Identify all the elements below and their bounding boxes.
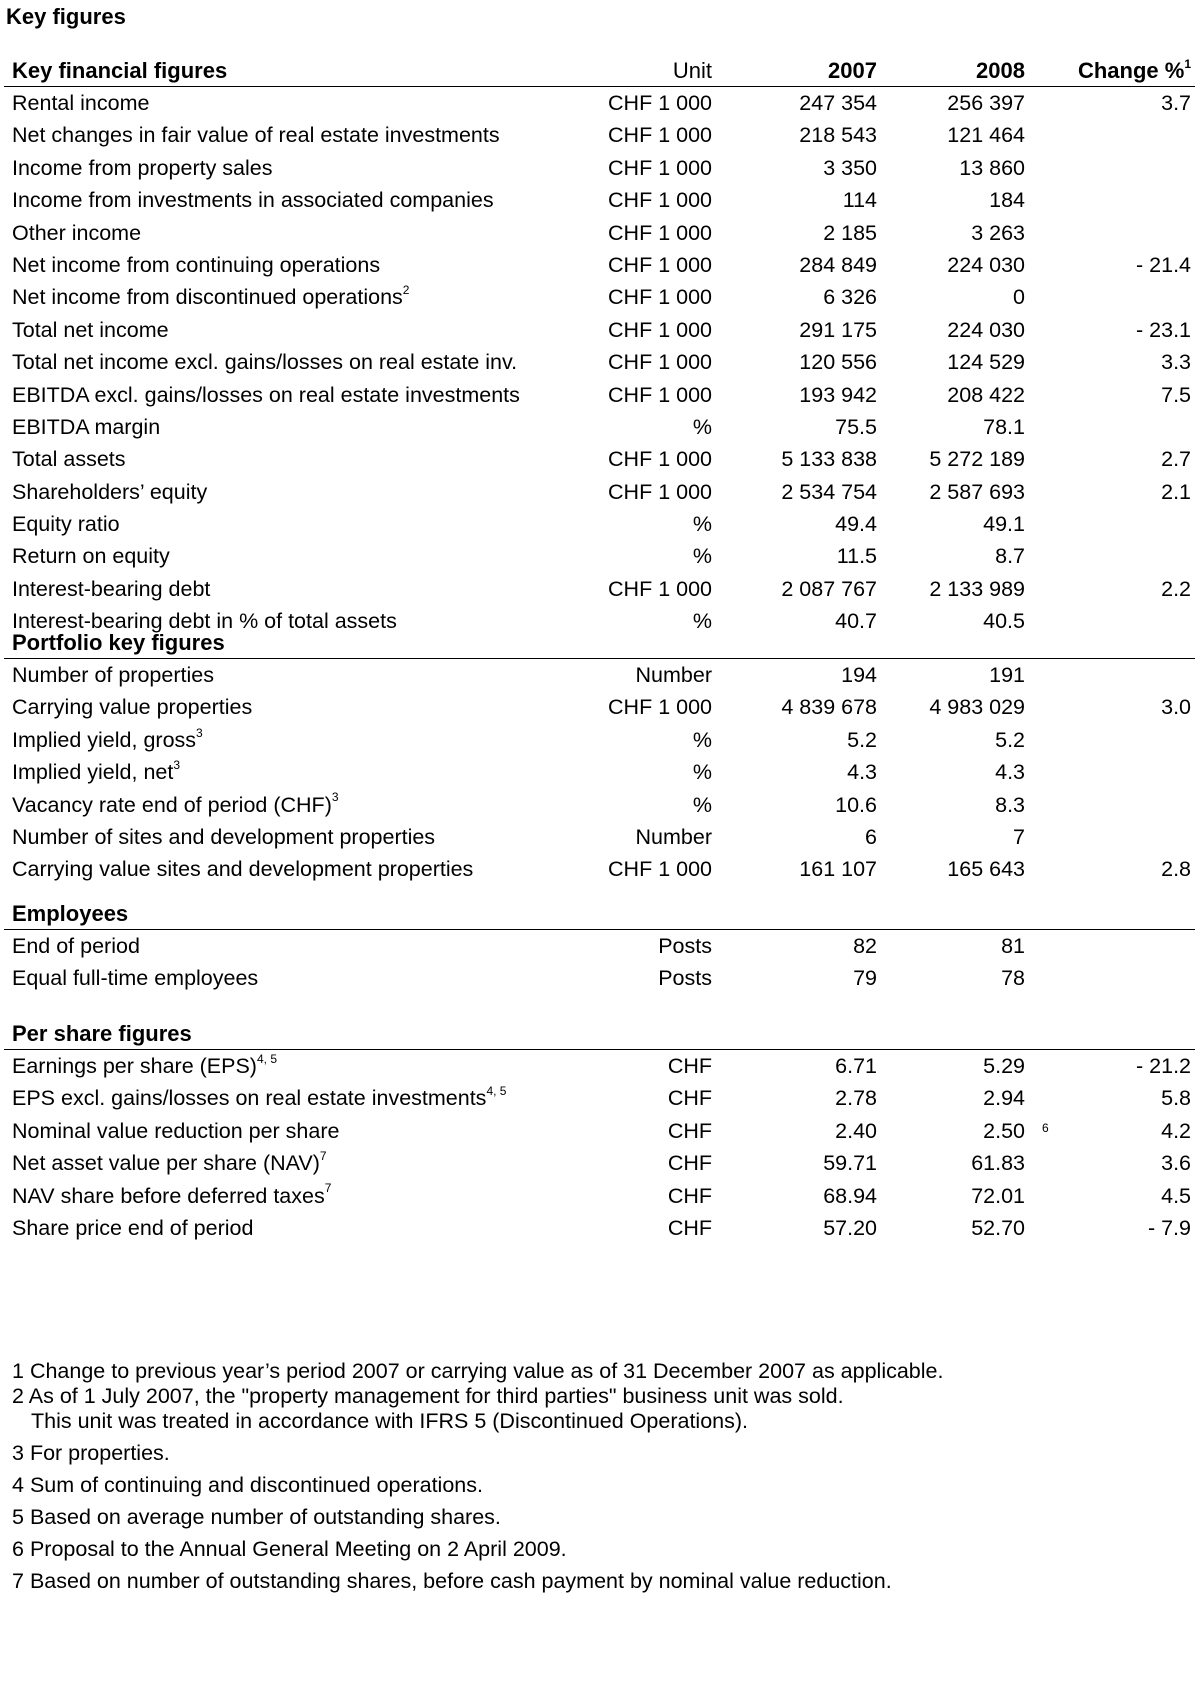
section-title: Employees xyxy=(12,901,129,926)
change-value: 4.5 xyxy=(1161,1183,1191,1208)
section-title: Portfolio key figures xyxy=(12,630,225,655)
unit-cell: % xyxy=(692,512,712,537)
unit-cell: CHF 1 000 xyxy=(608,285,712,310)
value-2007: 3 350 xyxy=(823,155,877,180)
row-label xyxy=(12,691,252,723)
footnote-ref: 3 xyxy=(196,725,203,740)
change-value: 3.7 xyxy=(1161,91,1191,115)
row-label-text: Interest-bearing debt in % of total assets xyxy=(12,609,397,634)
table-row xyxy=(4,152,1195,184)
value-2007: 5 133 838 xyxy=(781,447,877,472)
change-value: 7.5 xyxy=(1161,382,1191,407)
value-2007: 75.5 xyxy=(835,414,877,439)
value-2008: 78.1 xyxy=(983,414,1025,439)
change-value: 3.3 xyxy=(1161,350,1191,375)
value-2008: 124 529 xyxy=(947,350,1025,375)
unit-cell: % xyxy=(692,609,712,634)
table-row xyxy=(4,1115,1195,1147)
unit-cell: CHF 1 000 xyxy=(608,123,712,148)
column-header-change-label: Change % xyxy=(1077,58,1185,83)
table-row xyxy=(4,789,1195,821)
table-row xyxy=(4,184,1195,216)
unit-cell: CHF 1 000 xyxy=(608,220,712,245)
unit-cell: % xyxy=(692,792,712,817)
row-label xyxy=(12,314,169,346)
table-row xyxy=(4,87,1195,119)
table-row xyxy=(4,476,1195,508)
footnote-continuation: This unit was treated in accordance with IFRS 5 (Discontinued Operations). xyxy=(31,1409,748,1433)
row-label xyxy=(12,476,207,508)
value-2008: 5.2 xyxy=(995,727,1025,752)
row-label-text: Equity ratio xyxy=(12,512,120,537)
change-value: - 7.9 xyxy=(1147,1215,1191,1240)
value-2007: 57.20 xyxy=(823,1215,877,1240)
value-2007: 59.71 xyxy=(823,1151,877,1176)
value-2007: 82 xyxy=(853,934,877,958)
value-2007: 291 175 xyxy=(799,317,877,342)
unit-cell: CHF 1 000 xyxy=(608,447,712,472)
row-label xyxy=(12,540,170,572)
value-2008: 0 xyxy=(1013,285,1025,310)
value-2007: 2 534 754 xyxy=(781,479,877,504)
unit-cell: % xyxy=(692,544,712,569)
footnote-ref: 4, 5 xyxy=(486,1084,507,1099)
value-2007: 6.71 xyxy=(835,1054,877,1078)
row-label xyxy=(12,756,180,788)
footnote-ref: 3 xyxy=(173,758,181,773)
value-2008: 224 030 xyxy=(947,252,1025,277)
footnote-text: Change to previous year’s period 2007 or carrying value as of 31 December 2007 as applicable. xyxy=(29,1359,944,1383)
footnote-text: As of 1 July 2007, the "property management for third parties" business unit was sold. xyxy=(28,1384,844,1408)
change-value: 3.0 xyxy=(1161,695,1191,720)
unit-cell: Number xyxy=(635,663,712,687)
section-header xyxy=(4,628,1195,659)
table-section xyxy=(4,899,1195,995)
table-row xyxy=(4,540,1195,572)
footnote-number: 7 xyxy=(12,1569,24,1593)
row-label xyxy=(12,379,520,411)
value-2007: 284 849 xyxy=(799,252,877,277)
unit-cell: CHF 1 000 xyxy=(608,252,712,277)
footnote-text: Based on number of outstanding shares, before cash payment by nominal value reduction. xyxy=(29,1569,892,1593)
unit-cell: Number xyxy=(635,824,712,849)
footnote-ref: 4, 5 xyxy=(256,1051,277,1066)
footnote-ref: 1 xyxy=(1184,56,1191,71)
unit-cell: CHF 1 000 xyxy=(608,576,712,601)
value-2008: 191 xyxy=(989,663,1025,687)
value-2008: 8.7 xyxy=(995,544,1025,569)
row-label-text: Nominal value reduction per share xyxy=(12,1118,340,1143)
value-2007: 2.40 xyxy=(835,1118,877,1143)
row-label xyxy=(12,411,160,443)
row-label-text: NAV share before deferred taxes xyxy=(12,1183,325,1208)
table-row xyxy=(4,691,1195,723)
row-label-text: Share price end of period xyxy=(12,1215,254,1240)
row-label-text: Net income from discontinued operations xyxy=(12,285,403,310)
column-header-2008: 2008 xyxy=(976,58,1025,83)
row-label-text: Carrying value sites and development properties xyxy=(12,857,474,882)
footnote-number: 3 xyxy=(12,1441,24,1465)
table-row xyxy=(4,346,1195,378)
table-row xyxy=(4,443,1195,475)
table-row xyxy=(4,821,1195,853)
value-2007: 4.3 xyxy=(847,760,877,785)
footnote-item xyxy=(12,1473,1182,1498)
row-label xyxy=(12,1180,331,1212)
table-row xyxy=(4,756,1195,788)
row-label xyxy=(12,724,203,756)
value-2008: 4 983 029 xyxy=(929,695,1025,720)
row-label xyxy=(12,87,149,119)
value-2007: 68.94 xyxy=(823,1183,877,1208)
unit-cell: CHF xyxy=(667,1118,712,1143)
unit-cell: CHF 1 000 xyxy=(608,350,712,375)
unit-cell: CHF 1 000 xyxy=(608,317,712,342)
value-2008: 2.94 xyxy=(983,1086,1025,1111)
unit-cell: % xyxy=(692,414,712,439)
row-label-text: Carrying value properties xyxy=(12,695,253,720)
unit-cell: CHF 1 000 xyxy=(608,695,712,720)
unit-cell: CHF xyxy=(667,1054,712,1078)
value-2008: 78 xyxy=(1001,966,1025,991)
footnote-ref: 7 xyxy=(319,1149,327,1164)
value-2008: 2 133 989 xyxy=(929,576,1025,601)
row-label-text: Implied yield, gross xyxy=(12,727,197,752)
row-label-text: Interest-bearing debt xyxy=(12,576,211,601)
row-label xyxy=(12,508,120,540)
footnote-ref: 3 xyxy=(331,790,339,805)
footnote-text: Based on average number of outstanding shares. xyxy=(29,1505,501,1529)
footnotes xyxy=(12,1359,1182,1594)
value-2008: 52.70 xyxy=(971,1215,1025,1240)
row-label xyxy=(12,1115,339,1147)
row-label-text: EPS excl. gains/losses on real estate investments xyxy=(12,1086,487,1111)
row-label xyxy=(12,821,435,853)
table-row xyxy=(4,217,1195,249)
row-label xyxy=(12,1082,506,1114)
column-header-unit: Unit xyxy=(672,58,712,83)
value-2007: 49.4 xyxy=(835,512,877,537)
table-row xyxy=(4,659,1195,691)
unit-cell: CHF xyxy=(667,1183,712,1208)
change-value: 5.8 xyxy=(1161,1086,1191,1111)
row-label xyxy=(12,789,339,821)
value-2008: 2 587 693 xyxy=(929,479,1025,504)
footnote-text: Sum of continuing and discontinued operations. xyxy=(29,1473,483,1497)
unit-cell: CHF 1 000 xyxy=(608,188,712,213)
table-row xyxy=(4,411,1195,443)
table-row xyxy=(4,930,1195,962)
value-2007: 247 354 xyxy=(799,91,877,115)
row-label-text: Net changes in fair value of real estate investments xyxy=(12,123,500,148)
unit-cell: CHF 1 000 xyxy=(608,382,712,407)
unit-cell: CHF xyxy=(667,1151,712,1176)
unit-cell: CHF 1 000 xyxy=(608,857,712,882)
value-2007: 10.6 xyxy=(835,792,877,817)
table-row xyxy=(4,1212,1195,1244)
row-label-text: Income from investments in associated companies xyxy=(12,188,494,213)
table-row xyxy=(4,1082,1195,1114)
footnote-item xyxy=(12,1505,1182,1530)
unit-cell: CHF xyxy=(667,1215,712,1240)
footnote-item xyxy=(12,1537,1182,1562)
table-row xyxy=(4,962,1195,994)
page-title: Key figures xyxy=(6,4,126,29)
table-section xyxy=(4,1019,1195,1244)
footnote-text: Proposal to the Annual General Meeting on 2 April 2009. xyxy=(29,1537,567,1561)
change-value: 2.8 xyxy=(1161,857,1191,882)
column-header-2007: 2007 xyxy=(828,58,877,83)
footnote-text: For properties. xyxy=(29,1441,170,1465)
row-label xyxy=(12,1212,253,1244)
value-2008: 40.5 xyxy=(983,609,1025,634)
row-label-text: Shareholders’ equity xyxy=(12,479,208,504)
change-value: 2.7 xyxy=(1161,447,1191,472)
table-row xyxy=(4,314,1195,346)
row-label xyxy=(12,1147,327,1179)
row-label xyxy=(12,443,126,475)
section-header xyxy=(4,1019,1195,1050)
table-row xyxy=(4,1147,1195,1179)
row-label-text: EBITDA excl. gains/losses on real estate investments xyxy=(12,382,520,407)
row-label-text: Number of sites and development properties xyxy=(12,824,436,849)
row-label-text: End of period xyxy=(12,934,140,958)
footnote-item xyxy=(12,1359,1182,1384)
value-2007: 114 xyxy=(842,188,877,213)
footnote-number: 5 xyxy=(12,1505,24,1529)
row-label xyxy=(12,346,517,378)
value-2008: 81 xyxy=(1001,934,1025,958)
row-label-text: Equal full-time employees xyxy=(12,966,259,991)
row-label xyxy=(12,930,140,962)
unit-cell: CHF 1 000 xyxy=(608,91,712,115)
value-2008: 61.83 xyxy=(971,1151,1025,1176)
value-2008: 165 643 xyxy=(947,857,1025,882)
column-header-change xyxy=(1078,56,1191,86)
value-2008: 4.3 xyxy=(995,760,1025,785)
table-section xyxy=(4,56,1195,638)
change-value: 3.6 xyxy=(1161,1151,1191,1176)
section-title: Per share figures xyxy=(12,1021,192,1046)
value-2007: 40.7 xyxy=(835,609,877,634)
row-label xyxy=(12,853,473,885)
unit-cell: CHF 1 000 xyxy=(608,479,712,504)
value-2007: 161 107 xyxy=(799,857,877,882)
value-2007: 2 087 767 xyxy=(781,576,877,601)
footnote-number: 2 xyxy=(12,1384,24,1408)
row-label-text: Return on equity xyxy=(12,544,170,569)
value-2008: 49.1 xyxy=(983,512,1025,537)
footnote-item xyxy=(12,1569,1182,1594)
value-2008: 5 272 189 xyxy=(929,447,1025,472)
unit-cell: CHF 1 000 xyxy=(608,155,712,180)
table-row xyxy=(4,573,1195,605)
value-2008: 208 422 xyxy=(947,382,1025,407)
value-2007: 2 185 xyxy=(823,220,877,245)
row-label-text: Total net income xyxy=(12,317,169,342)
value-2007: 4 839 678 xyxy=(781,695,877,720)
value-2008: 224 030 xyxy=(947,317,1025,342)
row-label xyxy=(12,152,273,184)
value-2008: 184 xyxy=(989,188,1025,213)
value-2008: 8.3 xyxy=(995,792,1025,817)
value-2007: 120 556 xyxy=(799,350,877,375)
footnote-ref: 6 xyxy=(1042,1120,1049,1135)
value-2007: 11.5 xyxy=(836,544,877,569)
row-label-text: Net asset value per share (NAV) xyxy=(12,1151,320,1176)
row-label-text: EBITDA margin xyxy=(12,414,161,439)
footnote-ref: 2 xyxy=(402,283,410,298)
row-label xyxy=(12,217,141,249)
row-label xyxy=(12,962,258,994)
footnote-ref: 7 xyxy=(324,1181,332,1196)
value-2007: 193 942 xyxy=(799,382,877,407)
row-label xyxy=(12,281,409,313)
row-label-text: Net income from continuing operations xyxy=(12,252,381,277)
value-2008: 5.29 xyxy=(983,1054,1025,1078)
value-2007: 194 xyxy=(841,663,877,687)
table-row xyxy=(4,853,1195,885)
row-label-text: Income from property sales xyxy=(12,155,273,180)
change-value: 2.1 xyxy=(1161,479,1191,504)
unit-cell: % xyxy=(692,760,712,785)
value-2008: 256 397 xyxy=(947,91,1025,115)
value-2007: 218 543 xyxy=(799,123,877,148)
row-label xyxy=(12,659,214,691)
row-label-text: Vacancy rate end of period (CHF) xyxy=(12,792,332,817)
row-label xyxy=(12,249,380,281)
section-title: Key financial figures xyxy=(12,58,228,83)
change-value: 4.2 xyxy=(1161,1118,1191,1143)
table-row xyxy=(4,724,1195,756)
row-label-text: Number of properties xyxy=(12,663,214,687)
footnote-number: 4 xyxy=(12,1473,24,1497)
unit-cell: Posts xyxy=(658,966,712,991)
footnote-number: 1 xyxy=(12,1359,24,1383)
change-value: 2.2 xyxy=(1161,576,1191,601)
row-label-text: Total net income excl. gains/losses on real estate inv. xyxy=(12,350,518,375)
value-2008: 7 xyxy=(1013,824,1025,849)
change-value: - 21.4 xyxy=(1136,252,1191,277)
value-2008: 2.50 xyxy=(983,1118,1025,1143)
change-value: - 21.2 xyxy=(1136,1054,1191,1078)
value-2008: 72.01 xyxy=(971,1183,1025,1208)
value-2008: 121 464 xyxy=(947,123,1025,148)
row-label-text: Earnings per share (EPS) xyxy=(12,1054,257,1078)
footnote-item xyxy=(12,1384,1182,1409)
table-row xyxy=(4,379,1195,411)
table-row xyxy=(4,249,1195,281)
table-row xyxy=(4,1050,1195,1082)
table-row xyxy=(4,508,1195,540)
row-label xyxy=(12,573,210,605)
value-2007: 6 326 xyxy=(823,285,877,310)
value-2008: 13 860 xyxy=(959,155,1025,180)
row-label-text: Other income xyxy=(12,220,142,245)
value-2008: 3 263 xyxy=(971,220,1025,245)
table-row xyxy=(4,119,1195,151)
row-label xyxy=(12,119,500,151)
value-2007: 79 xyxy=(853,966,877,991)
table-row xyxy=(4,281,1195,313)
value-2007: 5.2 xyxy=(847,727,877,752)
change-value: - 23.1 xyxy=(1136,317,1191,342)
value-2007: 2.78 xyxy=(835,1086,877,1111)
unit-cell: Posts xyxy=(658,934,712,958)
value-2007: 6 xyxy=(865,824,877,849)
row-label xyxy=(12,184,494,216)
table-row xyxy=(4,1180,1195,1212)
table-section xyxy=(4,628,1195,886)
footnote-number: 6 xyxy=(12,1537,24,1561)
section-header xyxy=(4,56,1195,87)
section-header xyxy=(4,899,1195,930)
footnote-item xyxy=(12,1441,1182,1466)
row-label-text: Total assets xyxy=(12,447,126,472)
row-label-text: Implied yield, net xyxy=(12,760,174,785)
row-label xyxy=(12,1050,277,1082)
row-label-text: Rental income xyxy=(12,91,150,115)
unit-cell: % xyxy=(692,727,712,752)
unit-cell: CHF xyxy=(667,1086,712,1111)
